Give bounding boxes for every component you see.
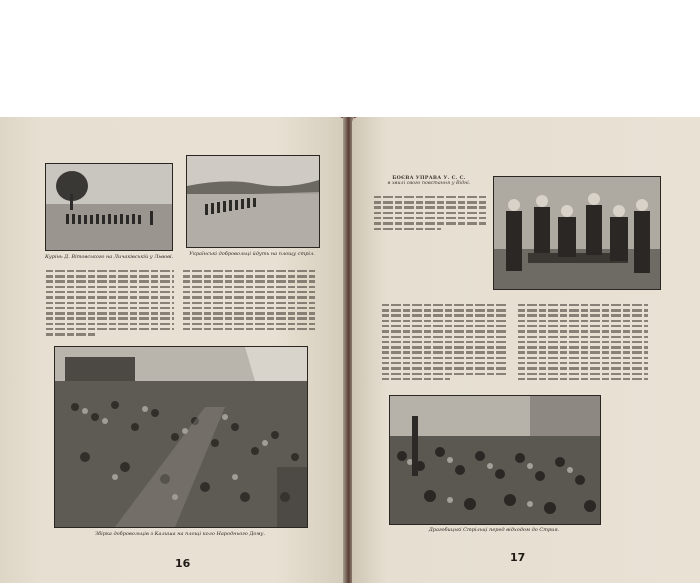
caption-photo-top-left: Курінь Д. Вітовського на Личаківській у Львові.: [45, 254, 174, 260]
page-number-right: 17: [510, 551, 526, 564]
caption-photo-top-title: БОЄВА УПРАВА У. С. С.: [392, 175, 466, 181]
page-number-left: 16: [175, 557, 191, 570]
photo-marching-soldiers-field: [45, 163, 173, 251]
caption-photo-top-block: [374, 175, 484, 187]
left-text-column-2: [183, 267, 315, 333]
caption-photo-top-right: Українські добровольці йдуть на площу стріл.: [189, 251, 315, 257]
photo-soldiers-road: [186, 155, 320, 248]
photo-group-portrait-table: [493, 176, 661, 290]
open-book: [0, 117, 700, 583]
caption-photo-top-description: [374, 193, 486, 233]
right-text-column-2: [518, 301, 648, 383]
photo-crowd-volunteers: [54, 346, 308, 528]
caption-photo-top-subtitle: в хвилі свого повстання у Відні.: [387, 181, 471, 186]
right-text-column-1: [382, 301, 506, 383]
photo-soldiers-departure: [389, 395, 601, 525]
caption-photo-bottom: Збірка добровольців з Калиша на площі коло Народнього Дому.: [94, 531, 266, 537]
left-page: [0, 117, 345, 583]
left-text-column-1: [46, 267, 174, 339]
caption-photo-bottom-right: Драгобицькі Стрільці перед відходом до Стрия.: [428, 527, 560, 533]
right-page: [352, 117, 700, 583]
